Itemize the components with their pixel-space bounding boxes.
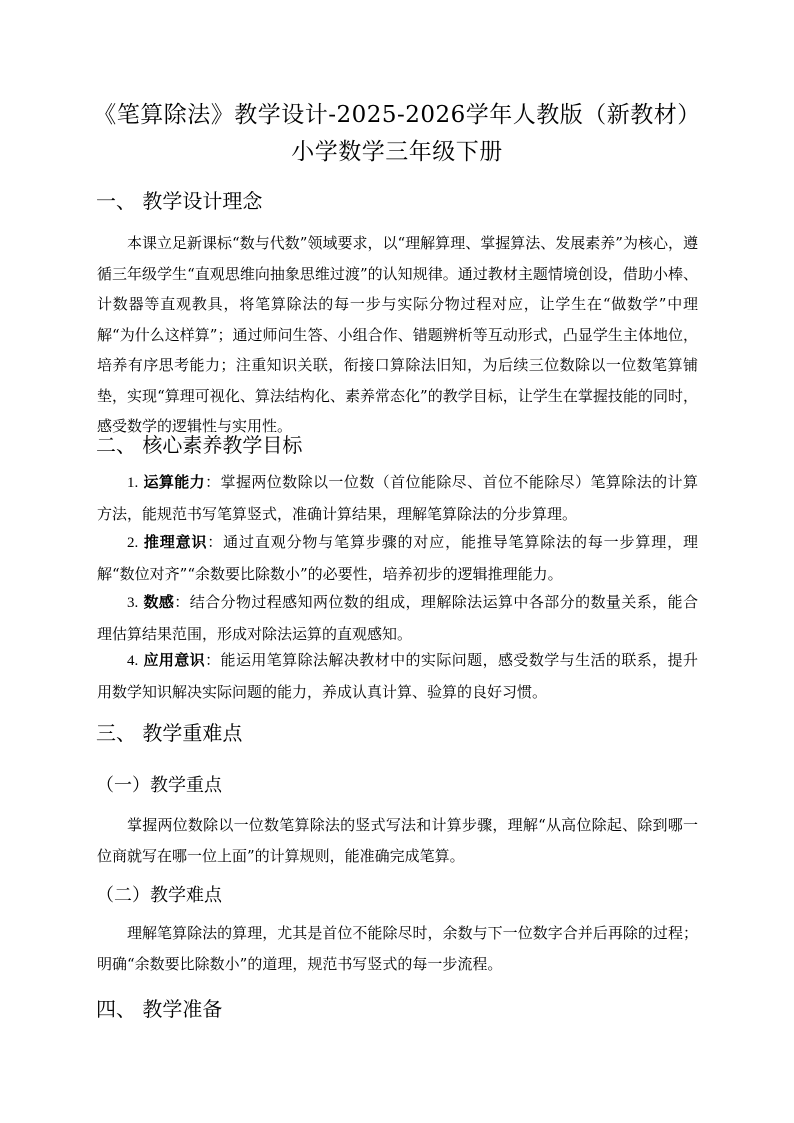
- key-point-paragraph: 掌握两位数除以一位数笔算除法的竖式写法和计算步骤，理解“从高位除起、除到哪一位商就写在哪一位上面”的计算规则，能准确完成笔算。: [97, 816, 698, 865]
- goal-text: ：掌握两位数除以一位数（首位能除尽、首位不能除尽）笔算除法的计算方法，能规范书写笔算竖式，准确计算结果，理解笔算除法的分步算理。: [97, 473, 698, 523]
- goal-number: 4.: [127, 653, 139, 669]
- document-title-line1: 《笔算除法》教学设计-2025-2026学年人教版（新教材）: [93, 102, 701, 128]
- goal-label: 运算能力: [143, 473, 206, 491]
- document-title-line2: 小学数学三年级下册: [291, 139, 503, 165]
- goal-item: [97, 467, 698, 529]
- section-heading-core-goals: 二、 核心素养教学目标: [96, 433, 303, 457]
- design-concept-paragraph: 本课立足新课标“数与代数”领域要求，以“理解算理、掌握算法、发展素养”为核心，遵循三年级学生“直观思维向抽象思维过渡”的认知规律。通过教材主题情境创设，借助小棒、计数器等直观教具，将笔算除法的每一步与实际分物过程对应，让学生在“做数学”中理解“为什么这样算”；通过师问生答、小组合作、错题辨析等互动形式，凸显学生主体地位，培养有序思考能力；注重知识关联，衔接口算除法旧知，为后续三位数除以一位数笔算铺垫，实现“算理可视化、算法结构化、素养常态化”的教学目标，让学生在掌握技能的同时，感受数学的逻辑性与实用性。: [97, 234, 698, 435]
- goal-label: 应用意识: [143, 651, 206, 669]
- goal-text: ：结合分物过程感知两位数的组成，理解除法运算中各部分的数量关系，能合理估算结果范围，形成对除法运算的直观感知。: [97, 593, 698, 643]
- section-heading-design-concept: 一、 教学设计理念: [96, 189, 263, 213]
- goal-label: 数感: [143, 593, 175, 611]
- subsection-heading-difficulty: （二）教学难点: [96, 885, 222, 906]
- goal-item: [97, 587, 698, 649]
- goal-text: ：通过直观分物与笔算步骤的对应，能推导笔算除法的每一步算理，理解“数位对齐”“余数要比除数小”的必要性，培养初步的逻辑推理能力。: [97, 533, 698, 583]
- goal-item: [97, 527, 698, 589]
- goal-number: 3.: [127, 595, 139, 611]
- section-heading-key-points: 三、 教学重难点: [96, 721, 243, 745]
- section-heading-preparation: 四、 教学准备: [96, 997, 223, 1021]
- goal-label: 推理意识: [143, 533, 208, 551]
- goal-number: 2.: [127, 535, 139, 551]
- goal-item: [97, 645, 698, 707]
- goal-text: ：能运用笔算除法解决教材中的实际问题，感受数学与生活的联系，提升用数学知识解决实际问题的能力，养成认真计算、验算的良好习惯。: [97, 651, 698, 701]
- goal-number: 1.: [127, 475, 139, 491]
- difficulty-paragraph: 理解笔算除法的算理，尤其是首位不能除尽时，余数与下一位数字合并后再除的过程；明确“余数要比除数小”的道理，规范书写竖式的每一步流程。: [97, 924, 698, 973]
- subsection-heading-key-point: （一）教学重点: [96, 775, 222, 796]
